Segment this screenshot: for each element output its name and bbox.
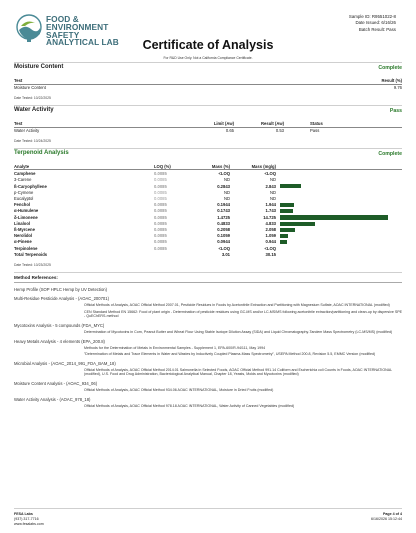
cell-result: 0.53 [275, 128, 284, 134]
water-date: Date Tested: 10/24/2025 [14, 138, 51, 143]
terpenoid-table [14, 163, 402, 258]
terpenoid-section-header [14, 148, 402, 159]
cell-analyte: Eucalyptol [14, 195, 34, 201]
cell-analyte: δ-Limonene [14, 214, 38, 220]
method-description: Official Methods of Analysis, AOAC Official Method 978.18 AOAC INTERNATIONAL, Water Activity of Canned Vegetables (modified) [84, 403, 295, 408]
table-header-row [14, 77, 402, 84]
cell-result: 9.76 [393, 85, 402, 91]
sample-info [349, 14, 396, 33]
cell-mass-mg: 1.743 [265, 208, 276, 214]
cell-analyte: ß-Caryophyllene [14, 183, 47, 189]
method-group-title: Microbial Analysis - (AOAC_2014_991_FDA_BAM_18) [14, 360, 116, 366]
cell-mass: 0.2843 [217, 183, 230, 189]
col-bar [276, 163, 402, 170]
footer-lab: FESA Labs [14, 512, 33, 516]
table-row [14, 84, 402, 91]
terpenoid-title: Terpenoid Analysis [14, 150, 69, 157]
col-loq: LOQ (%) [154, 163, 200, 170]
terpenoid-status: Complete [378, 150, 402, 157]
footer [14, 508, 402, 526]
col-result: Result (Aw) [234, 120, 284, 127]
logo-line-1: FOOD & [46, 14, 79, 24]
cell-mass-mg: 30.15 [265, 251, 276, 257]
moisture-status: Complete [378, 64, 402, 71]
cell-test: Moisture Content [14, 85, 46, 91]
terpenoid-date: Date Tested: 10/23/2025 [14, 262, 51, 267]
cell-test: Water Activity [14, 128, 40, 134]
cell-analyte: Total Terpenoids [14, 251, 48, 257]
cell-analyte: p-Cymene [14, 189, 34, 195]
table-header-row [14, 163, 402, 170]
moisture-date: Date Tested: 10/22/2025 [14, 95, 51, 100]
cell-mass: ND [223, 189, 230, 195]
cell-mass: 0.1944 [217, 202, 230, 208]
footer-web: www.fesalabs.com [14, 521, 44, 526]
cell-mass-mg: ND [269, 195, 276, 201]
col-analyte: Analyte [14, 163, 154, 170]
footer-page: Page 4 of 4 [383, 512, 402, 516]
cell-loq: 0.0085 [154, 189, 167, 195]
cell-loq: 0.0085 [154, 245, 167, 251]
cell-bar [276, 214, 402, 220]
header [14, 10, 402, 54]
cell-mass-mg: <LOQ [264, 171, 276, 177]
col-test: Test [14, 120, 164, 127]
cell-bar [276, 170, 402, 177]
footer-left [14, 512, 44, 526]
cell-analyte: Terpinolene [14, 245, 38, 251]
cell-mass-mg: <LOQ [264, 245, 276, 251]
cell-loq: 0.0085 [154, 195, 167, 201]
mass-bar [280, 228, 295, 232]
cell-mass: 0.2058 [217, 227, 230, 233]
cell-loq [154, 251, 200, 257]
total-row [14, 251, 402, 257]
cell-mass: 0.4833 [217, 220, 230, 226]
cell-mass-mg: 2.058 [265, 227, 276, 233]
mass-bar [280, 203, 294, 207]
water-title: Water Activity [14, 107, 54, 114]
cell-loq: 0.0085 [154, 171, 167, 177]
cell-mass-mg: 2.843 [265, 183, 276, 189]
mass-bar [280, 240, 287, 244]
page-title: Certificate of Analysis [142, 38, 274, 52]
cell-mass-mg: 0.944 [265, 239, 276, 245]
method-description: Official Methods of Analysis, AOAC Official Method 2007.01, Pesticide Residues in Foods by Acetonitrile Extraction and Partitioning with Magnesium Sulfate, AOAC INTERNATIONAL (modified) [84, 303, 390, 308]
cell-loq: 0.0085 [154, 227, 167, 233]
page-subtitle: For R&D Use Only. Not a California Compliance Certificate. [163, 56, 253, 60]
cell-mass-mg: 1.059 [265, 233, 276, 239]
method-description: "Determination of Metals and Trace Elements in Water and Wastes by Inductively Coupled Plasma-Mass Spectrometry", USEPA Method 200.8, Revision 5.5, EMMC Version (modified) [84, 352, 376, 357]
cell-status: Pass [310, 128, 320, 134]
cell-analyte: Nerolidol [14, 233, 33, 239]
cell-mass-mg: 1.944 [265, 202, 276, 208]
mass-bar [280, 209, 293, 213]
water-section-header [14, 105, 402, 116]
cell-bar [276, 251, 402, 257]
cell-analyte: α-Humulene [14, 208, 39, 214]
method-group-title: Heavy Metals Analysis - 4 elements (EPA_200.8) [14, 338, 105, 344]
cell-loq: 0.0085 [154, 233, 167, 239]
terpenoid-rows [14, 170, 402, 258]
cell-mass: <LOQ [218, 245, 230, 251]
table-row [14, 127, 402, 134]
method-description: Official Methods of Analysis, AOAC Official Method 934.06 AOAC INTERNATIONAL, Moisture in Dried Fruits (modified) [84, 388, 274, 393]
method-group-title: Hemp Profile (SOP HPLC Hemp by UV Detection) [14, 287, 108, 293]
moisture-title: Moisture Content [14, 64, 64, 71]
cell-analyte: Linalool [14, 220, 31, 226]
method-group-title: Multi-Residue Pesticide Analysis - (AOAC_200701) [14, 296, 109, 302]
cell-loq: 0.0085 [154, 183, 167, 189]
cell-mass: <LOQ [218, 171, 230, 177]
cell-analyte: Fenchol [14, 202, 31, 208]
footer-right [371, 512, 402, 522]
method-group-title: Moisture Content Analysis - (AOAC_934_06) [14, 381, 98, 387]
cell-analyte: α-Pinene [14, 239, 32, 245]
moisture-table [14, 77, 402, 91]
col-mass: Mass (%) [200, 163, 230, 170]
cell-mass: ND [223, 177, 230, 183]
cell-loq: 0.0085 [154, 214, 167, 220]
cell-analyte: ß-Myrcene [14, 227, 35, 233]
cell-analyte: 3-Carene [14, 177, 32, 183]
footer-timestamp: 6/16/2026 15:12:44 [371, 516, 402, 521]
cell-loq: 0.0085 [154, 208, 167, 214]
logo-line-2: ENVIRONMENT [46, 21, 109, 32]
cell-mass: ND [223, 195, 230, 201]
cell-mass-mg: 14.725 [263, 214, 276, 220]
sample-id: Sample ID: R9551022-8 [348, 14, 396, 19]
col-mass-mg: Mass (mg/g) [230, 163, 276, 170]
col-test: Test [14, 77, 342, 84]
col-limit: Limit (Aw) [164, 120, 234, 127]
method-references [14, 287, 402, 408]
cell-mass: 0.0944 [217, 239, 230, 245]
cell-mass: 0.1743 [217, 208, 230, 214]
logo-line-4: ANALYTICAL LAB [46, 37, 119, 48]
method-description: CEN Standard Method EN 15662: Food of plant origin - Determination of pesticide residues using GC-MS and/or LC-MS/MS following acetonitrile extraction/partitioning and clean-up by dispersive SPE - QuEChERS-method [84, 309, 403, 319]
method-description: Official Methods of Analysis, AOAC Official Method 2014.01 Salmonella in Selected Foods, AOAC Official Method 991.14 Coliform and Escherichia coli Counts in Foods, AOAC INTERNATIONAL (modified), U.S. Food and Drug Administration, Bacteriological Analytical Manual, Chapter 18, Yeasts, Molds and Mycotoxins (modified) [84, 367, 393, 377]
col-result: Result (%) [342, 77, 402, 84]
cell-mass: 1.4725 [217, 214, 230, 220]
cell-loq: 0.0085 [154, 177, 167, 183]
logo-line-3: SAFETY [46, 29, 80, 40]
cell-loq: 0.0085 [154, 202, 167, 208]
water-table [14, 120, 402, 134]
date-issued: Date Issued: 6/16/26 [355, 20, 396, 26]
method-group-title: Water Activity Analysis - (AOAC_978_18) [14, 396, 91, 402]
water-status: Pass [389, 107, 402, 114]
col-status: Status [284, 120, 402, 127]
cell-mass-mg: ND [269, 189, 276, 195]
mass-bar [280, 184, 301, 188]
cell-mass-mg: ND [269, 177, 276, 183]
cell-loq: 0.0085 [154, 239, 167, 245]
mass-bar [280, 222, 315, 226]
cell-mass: 3.01 [221, 251, 230, 257]
footer-phone: (937) 317-7716 [14, 516, 39, 521]
mass-bar [280, 234, 288, 238]
method-references-title: Method References: [14, 272, 402, 284]
table-header-row [14, 120, 402, 127]
moisture-section-header [14, 62, 402, 73]
cell-limit: 0.65 [225, 128, 234, 134]
method-description: Determination of Mycotoxins in Corn, Peanut Butter and Wheat Flour Using Stable Isotope Dilution Assay (SIDA) and Liquid Chromatography-Tandem Mass Spectrometry (LC-MS/MS) (modified) [84, 329, 393, 334]
cell-mass-mg: 4.833 [265, 220, 276, 226]
mass-bar [280, 215, 388, 219]
batch-result: Batch Result: Pass [358, 26, 396, 32]
method-group-title: Mycotoxins Analysis - 5 compounds (FDA_MYC) [14, 322, 105, 328]
cell-mass: 0.1059 [217, 233, 230, 239]
cell-analyte: Camphene [14, 171, 36, 177]
cell-loq: 0.0085 [154, 220, 167, 226]
table-row [14, 170, 402, 177]
method-description: Methods for the Determination of Metals in Environmental Samples - Supplement 1, EPA-600/R-94/111, May 1994 [84, 345, 266, 350]
